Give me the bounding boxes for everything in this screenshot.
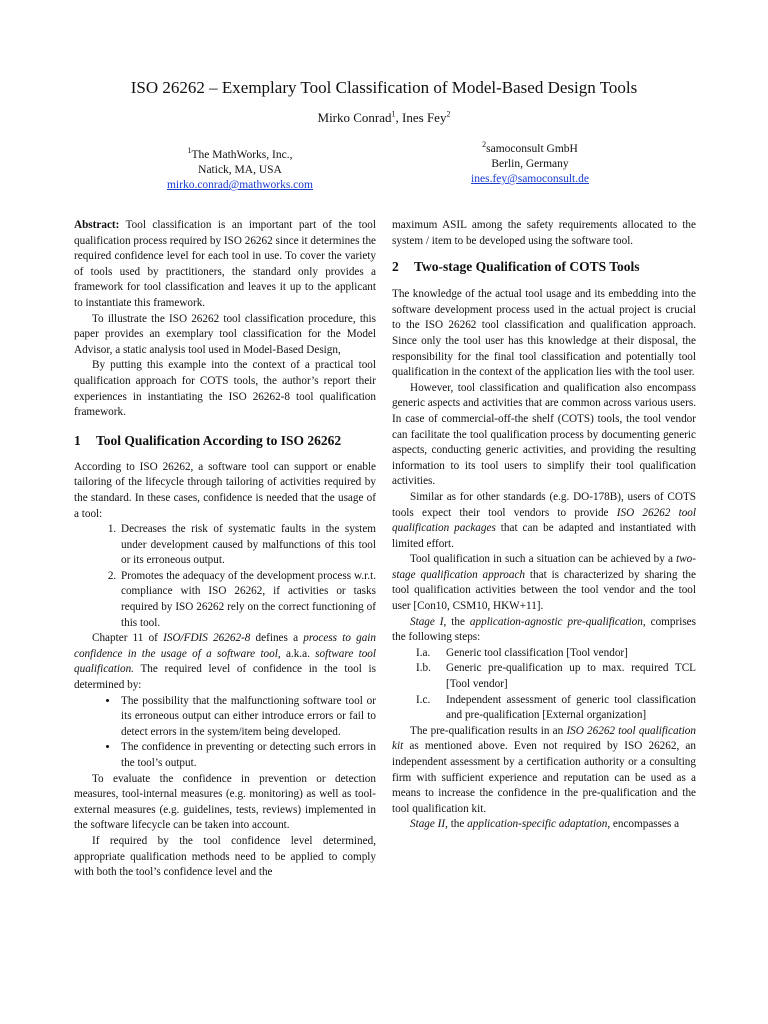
abstract-paragraph-2: To illustrate the ISO 26262 tool classification procedure, this paper provides an exemplary tool classification for the Model Advisor, a static analysis tool used in Model-Based Design, <box>74 312 376 356</box>
author-line <box>0 110 768 126</box>
text-run-italic: ISO 26262 tool qualification kit <box>392 724 696 753</box>
section-1-paragraph-2 <box>74 631 376 693</box>
author-1-sup: 1 <box>391 109 396 119</box>
section-1-heading <box>74 433 376 449</box>
email-link-1[interactable]: mirko.conrad@mathworks.com <box>166 179 313 191</box>
section-1-paragraph-3: To evaluate the confidence in prevention or detection measures, tool-internal measures (e.g. monitoring) as well as tool-external measures (e.g. guidelines, tests, reviews) implemented in the software lifecycle can be taken into account. <box>74 772 376 832</box>
continued-paragraph: maximum ASIL among the safety requirements allocated to the system / item to be developed using the software tool. <box>392 219 696 247</box>
abstract-text-1: Tool classification is an important part of the tool qualification process required by ISO 26262 since it determines the required confidence level for each tool in use. To cover the variety of tools used by practitioners, the standard only provides a framework for tool classification and leaves it up to the applicant to instantiate this framework. <box>74 219 376 309</box>
affiliation-1-org: The MathWorks, Inc., <box>191 149 293 161</box>
author-separator: , <box>395 110 403 125</box>
section-1-number: 1 <box>74 432 81 448</box>
text-run: as mentioned above. Even not required by ISO 26262, an independent assessment by a certification authority or a consulting firm with sufficient experience and reputation can be used as a means to increase the confidence in the pre-qualification and the tool qualification kit. <box>392 740 696 815</box>
text-run: The pre-qualification results in an <box>410 724 567 737</box>
affiliation-2-city: Berlin, Germany <box>491 158 569 170</box>
confidence-bullets <box>74 694 376 772</box>
author-2-sup: 2 <box>446 109 451 119</box>
text-run-italic: Stage I <box>410 615 444 628</box>
text-run-italic: application-agnostic pre-qualification <box>469 615 643 628</box>
step-label: I.c. <box>416 693 431 706</box>
section-2-paragraph-1: The knowledge of the actual tool usage and its embedding into the software development process used in the actual project is crucial to the ISO 26262 tool classification and qualification approach. Since only the tool user has this knowledge at their disposal, the responsibility for the final tool classification and potentially tool qualification in the context of the application lies with the tool user. <box>392 288 696 379</box>
section-2-paragraph-4 <box>392 552 696 614</box>
right-column <box>392 218 696 833</box>
section-2-heading <box>392 259 696 275</box>
left-column <box>74 218 376 881</box>
author-1: Mirko Conrad <box>317 110 392 125</box>
affiliation-2-sup: 2 <box>482 140 487 150</box>
abstract-paragraph-3: By putting this example into the context of a practical tool qualification approach for COTS tools, the author’s report their experiences in instantiating the ISO 26262-8 tool qualification framework. <box>74 359 376 419</box>
confidence-list <box>74 522 376 631</box>
text-run: , comprises the following steps: <box>392 615 696 644</box>
text-run-italic: Stage II <box>410 818 446 831</box>
list-item <box>392 646 696 662</box>
email-link-2[interactable]: ines.fey@samoconsult.de <box>471 173 589 185</box>
section-2-paragraph-7 <box>392 817 696 833</box>
text-run: Similar as for other standards (e.g. DO-178B), users of COTS tools expect their tool vendors to provide <box>392 490 696 519</box>
abstract-label: Abstract: <box>74 219 120 231</box>
text-run: The required level of confidence in the tool is determined by: <box>74 663 376 692</box>
affiliation-2 <box>450 142 610 187</box>
text-run-italic: two-stage qualification approach <box>392 553 696 581</box>
text-run: that is characterized by sharing the tool qualification activities between the tool vendor and the tool user [Con10, CSM10, HKW+11]. <box>392 568 696 613</box>
section-1-title: Tool Qualification According to ISO 26262 <box>96 432 342 448</box>
text-run: that can be adapted and instantiated with limited effort. <box>392 522 696 550</box>
text-run: a.k.a. <box>280 647 316 660</box>
section-2-paragraph-2: However, tool classification and qualification also encompass generic aspects and activities that are common across various users. In case of commercial-off-the shelf (COTS) tools, the tool vendor can facilitate the tool qualification process by documenting generic aspects, conducting generic activities, and providing the resulting information to its tool users to simplify their tool qualification activities. <box>392 381 696 488</box>
step-text: Generic tool classification [Tool vendor] <box>446 646 628 659</box>
text-run-italic: ISO 26262 tool qualification packages <box>392 506 696 535</box>
text-run: , encompasses a <box>607 818 680 831</box>
paper-title: ISO 26262 – Exemplary Tool Classification of Model-Based Design Tools <box>130 78 638 97</box>
list-item: • The possibility that the malfunctioning software tool or its erroneous output can either introduce errors or fail to detect errors in the system/item being developed. <box>119 694 376 741</box>
text-run: defines a <box>250 632 304 645</box>
list-item <box>392 693 696 724</box>
text-run: Tool qualification in such a situation can be achieved by a <box>410 553 677 566</box>
list-item: • The confidence in preventing or detecting such errors in the tool’s output. <box>119 740 376 771</box>
step-label: I.a. <box>416 646 431 659</box>
author-2: Ines Fey <box>402 110 447 125</box>
affiliation-1-city: Natick, MA, USA <box>198 164 282 176</box>
text-run-italic: application-specific adaptation <box>467 818 608 831</box>
affiliation-2-org: samoconsult GmbH <box>486 143 578 155</box>
step-text: Independent assessment of generic tool classification and pre-qualification [External organization] <box>446 693 696 722</box>
list-item: 2. Promotes the adequacy of the development process w.r.t. compliance with ISO 26262, if activities or tasks required by ISO 26262 rely on the correct functioning of this tool. <box>119 569 376 631</box>
affiliation-1-sup: 1 <box>187 146 192 156</box>
stage-1-steps <box>392 646 696 724</box>
section-1-paragraph-1: According to ISO 26262, a software tool can support or enable tailoring of the lifecycle through tailoring of activities required by the standard. In these cases, confidence is needed that the usage of a tool: <box>74 460 376 520</box>
list-item: 1. Decreases the risk of systematic faults in the system under development caused by malfunctions of this tool or its erroneous output. <box>119 522 376 569</box>
text-run: Chapter 11 of <box>92 632 164 645</box>
abstract-paragraph-1 <box>74 218 376 312</box>
section-1-paragraph-4: If required by the tool confidence level determined, appropriate qualification methods need to be applied to comply with both the tool’s confidence level and the <box>74 834 376 879</box>
text-run-italic: software tool qualification. <box>74 647 376 676</box>
section-2-paragraph-5 <box>392 615 696 646</box>
list-item <box>392 661 696 692</box>
section-2-number: 2 <box>392 259 399 275</box>
affiliation-1 <box>150 148 330 193</box>
section-2-title: Two-stage Qualification of COTS Tools <box>414 259 640 275</box>
text-run: , the <box>445 818 468 831</box>
section-2-paragraph-3 <box>392 490 696 552</box>
step-text: Generic pre-qualification up to max. required TCL [Tool vendor] <box>446 662 696 691</box>
text-run: , the <box>443 615 470 628</box>
section-2-paragraph-6 <box>392 724 696 818</box>
step-label: I.b. <box>416 662 431 675</box>
text-run-italic: ISO/FDIS 26262-8 <box>163 632 251 645</box>
text-run-italic: process to gain confidence in the usage of a software tool, <box>74 632 377 660</box>
